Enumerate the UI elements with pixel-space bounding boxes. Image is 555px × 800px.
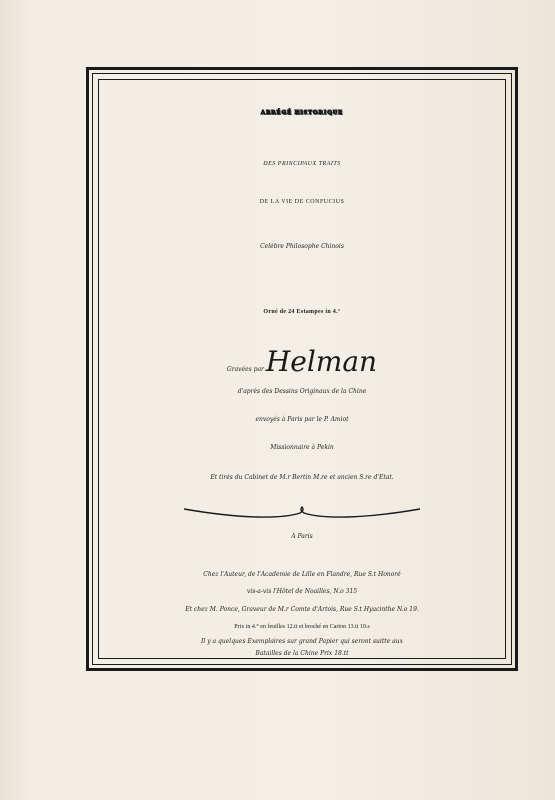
engraved-prefix: Gravées par: [226, 366, 264, 373]
main-title: ABRÉGÉ HISTORIQUE: [260, 110, 344, 116]
imprint-line-1: Chez l'Auteur, de l'Academie de Lille en Flandre, Rue S.t Honoré: [203, 571, 401, 578]
engraved-by-line: [98, 345, 506, 378]
title-page-content: [98, 79, 506, 659]
drawings-source-line: d'après des Dessins Originaux de la Chine: [237, 388, 367, 395]
large-paper-note-1: Il y a quelques Exemplaires sur grand Papier qui seront suitte aux: [201, 638, 403, 645]
subtitle-line-3: DE LA VIE DE CONFUCIUS: [259, 199, 345, 205]
sent-by-line: envoyés à Paris par le P. Amiot: [255, 416, 349, 423]
price-line: Prix in 4.° en feuilles 12.tt et broché en Carton 13.tt 10.s: [234, 624, 370, 630]
imprint-line-2: vis-a-vis l'Hôtel de Noailles, N.o 315: [246, 588, 358, 595]
cabinet-line: Et tirés du Cabinet de M.r Bertin M.re et ancien S.re d'Etat.: [210, 474, 394, 481]
large-paper-note-2: Batailles de la Chine Prix 18.tt: [255, 650, 349, 657]
imprint-line-3: Et chez M. Ponce, Graveur de M.r Comte d'Artois, Rue S.t Hyacinthe N.o 19.: [185, 606, 419, 613]
decorative-flourish: [182, 505, 422, 521]
illustration-note: Orné de 24 Estampes in 4.°: [263, 309, 341, 315]
subtitle-line-2: DES PRINCIPAUX TRAITS: [263, 161, 341, 167]
imprint-city: A Paris: [291, 533, 313, 540]
engraver-name: Helman: [265, 345, 378, 378]
subtitle-line-4: Celèbre Philosophe Chinois: [260, 243, 344, 250]
missionary-line: Missionnaire à Pekin: [270, 444, 334, 451]
